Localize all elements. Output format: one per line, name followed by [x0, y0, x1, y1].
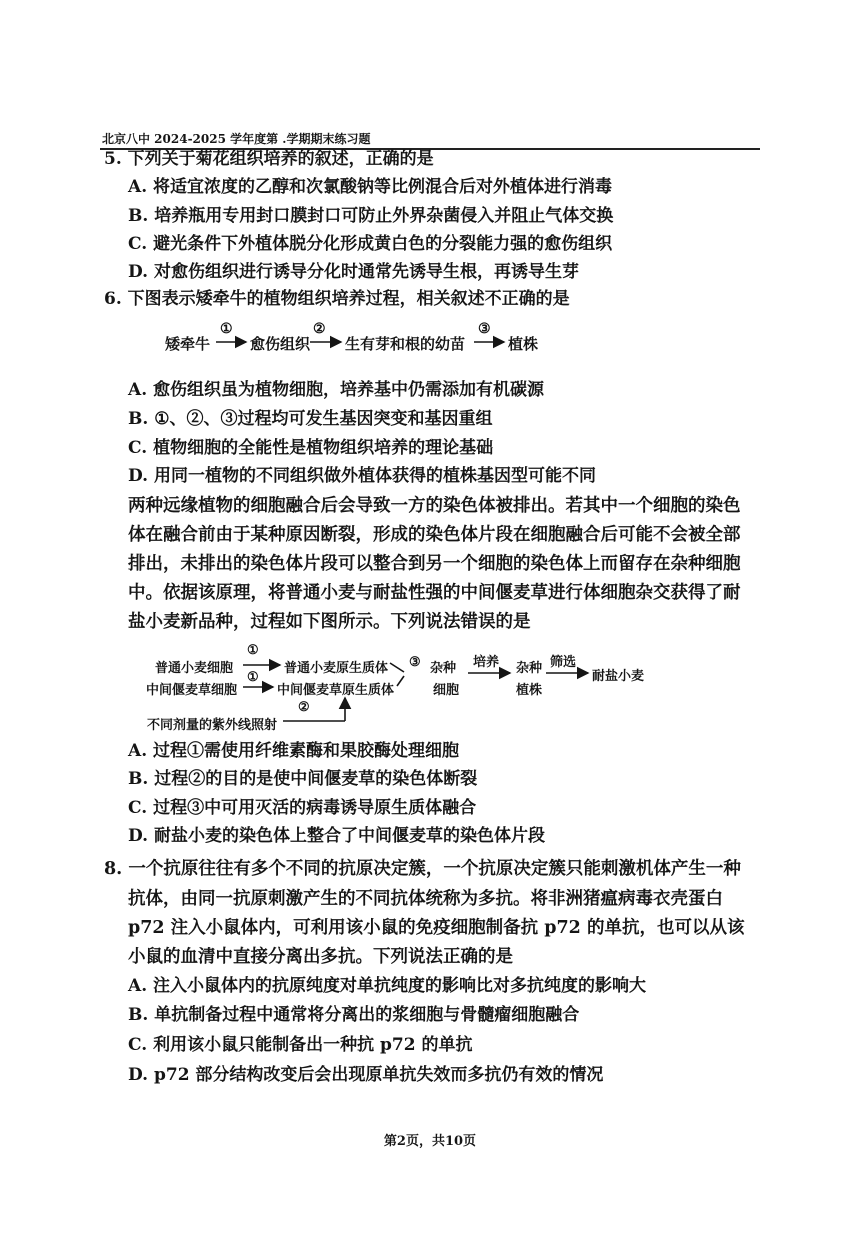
- q5-stem: 5. 下列关于菊花组织培养的叙述，正确的是: [104, 149, 434, 169]
- q5-option-d: D. 对愈伤组织进行诱导分化时通常先诱导生根，再诱导生芽: [128, 262, 579, 282]
- q7-node-wheatgrass-cell: 中间偃麦草细胞: [146, 683, 238, 698]
- q7-merge-upper: [390, 663, 404, 672]
- q6-node-seedling: 生有芽和根的幼苗: [345, 335, 466, 353]
- q6-option-d: D. 用同一植物的不同组织做外植体获得的植株基因型可能不同: [128, 466, 596, 486]
- q7-stem-line-3: 排出，未排出的染色体片段可以整合到另一个细胞的染色体上而留存在杂种细胞: [128, 554, 741, 574]
- q7-step-1b: ①: [247, 670, 259, 685]
- q5-option-c: C. 避光条件下外植体脱分化形成黄白色的分裂能力强的愈伤组织: [128, 234, 613, 254]
- q7-step-select: 筛选: [550, 655, 577, 670]
- q7-node-hybrid-plant: 杂种: [516, 661, 543, 676]
- q6-option-a: A. 愈伤组织虽为植物细胞，培养基中仍需添加有机碳源: [128, 380, 545, 400]
- q7-step-culture: 培养: [473, 655, 500, 670]
- q7-node-wheat-protoplast: 普通小麦原生质体: [284, 661, 389, 676]
- q7-stem-line-5: 盐小麦新品种，过程如下图所示。下列说法错误的是: [128, 612, 531, 632]
- q7-merge-lower: [397, 676, 404, 686]
- q8-option-a: A. 注入小鼠体内的抗原纯度对单抗纯度的影响比对多抗纯度的影响大: [128, 976, 647, 996]
- q7-node-wheat-cell: 普通小麦细胞: [155, 661, 234, 676]
- q7-stem-line-4: 中。依据该原理，将普通小麦与耐盐性强的中间偃麦草进行体细胞杂交获得了耐: [128, 583, 741, 603]
- q6-node-petunia: 矮牵牛: [165, 335, 211, 353]
- q7-node-hybrid-cell-2: 细胞: [433, 683, 460, 698]
- q8-stem-line-1: 8. 一个抗原往往有多个不同的抗原决定簇，一个抗原决定簇只能刺激机体产生一种: [104, 859, 741, 879]
- q8-option-c: C. 利用该小鼠只能制备出一种抗 p72 的单抗: [128, 1035, 473, 1055]
- q7-option-a: A. 过程①需使用纤维素酶和果胶酶处理细胞: [128, 741, 460, 761]
- q6-option-c: C. 植物细胞的全能性是植物组织培养的理论基础: [128, 438, 494, 458]
- q7-stem-line-1: 两种远缘植物的细胞融合后会导致一方的染色体被排出。若其中一个细胞的染色: [128, 496, 741, 516]
- q7-step-2: ②: [298, 700, 310, 715]
- q8-stem-line-4: 小鼠的血清中直接分离出多抗。下列说法正确的是: [128, 947, 513, 967]
- q6-node-callus: 愈伤组织: [250, 335, 311, 353]
- q7-step-3: ③: [409, 655, 421, 670]
- q7-option-d: D. 耐盐小麦的染色体上整合了中间偃麦草的染色体片段: [128, 826, 545, 846]
- q6-node-plant: 植株: [508, 335, 539, 353]
- q7-option-b: B. 过程②的目的是使中间偃麦草的染色体断裂: [128, 769, 478, 789]
- q5-option-b: B. 培养瓶用专用封口膜封口可防止外界杂菌侵入并阻止气体交换: [128, 206, 614, 226]
- page-footer: 第2页，共10页: [383, 1134, 477, 1149]
- q6-option-b: B. ①、②、③过程均可发生基因突变和基因重组: [128, 409, 493, 429]
- q6-step-2: ②: [313, 321, 326, 337]
- q8-stem-line-3: p72 注入小鼠体内，可利用该小鼠的免疫细胞制备抗 p72 的单抗，也可以从该: [128, 918, 745, 938]
- q6-step-1: ①: [220, 321, 233, 337]
- q7-stem-line-2: 体在融合前由于某种原因断裂，形成的染色体片段在细胞融合后可能不会被全部: [128, 525, 741, 545]
- q7-node-hybrid-plant-2: 植株: [516, 683, 543, 698]
- q7-step-1a: ①: [247, 643, 259, 658]
- q7-node-wheatgrass-protoplast: 中间偃麦草原生质体: [277, 683, 395, 698]
- q7-option-c: C. 过程③中可用灭活的病毒诱导原生质体融合: [128, 798, 477, 818]
- page-header: 北京八中 2024-2025 学年度第 .学期期末练习题: [102, 132, 371, 146]
- q8-option-d: D. p72 部分结构改变后会出现原单抗失效而多抗仍有效的情况: [128, 1065, 604, 1085]
- q8-option-b: B. 单抗制备过程中通常将分离出的浆细胞与骨髓瘤细胞融合: [128, 1005, 580, 1025]
- q7-node-salt-wheat: 耐盐小麦: [592, 669, 645, 684]
- q7-node-uv: 不同剂量的紫外线照射: [147, 718, 278, 733]
- q6-step-3: ③: [478, 321, 491, 337]
- q6-stem: 6. 下图表示矮牵牛的植物组织培养过程，相关叙述不正确的是: [104, 289, 570, 309]
- q5-option-a: A. 将适宜浓度的乙醇和次氯酸钠等比例混合后对外植体进行消毒: [128, 177, 613, 197]
- q8-stem-line-2: 抗体，由同一抗原刺激产生的不同抗体统称为多抗。将非洲猪瘟病毒衣壳蛋白: [128, 889, 723, 909]
- q7-node-hybrid-cell: 杂种: [430, 661, 457, 676]
